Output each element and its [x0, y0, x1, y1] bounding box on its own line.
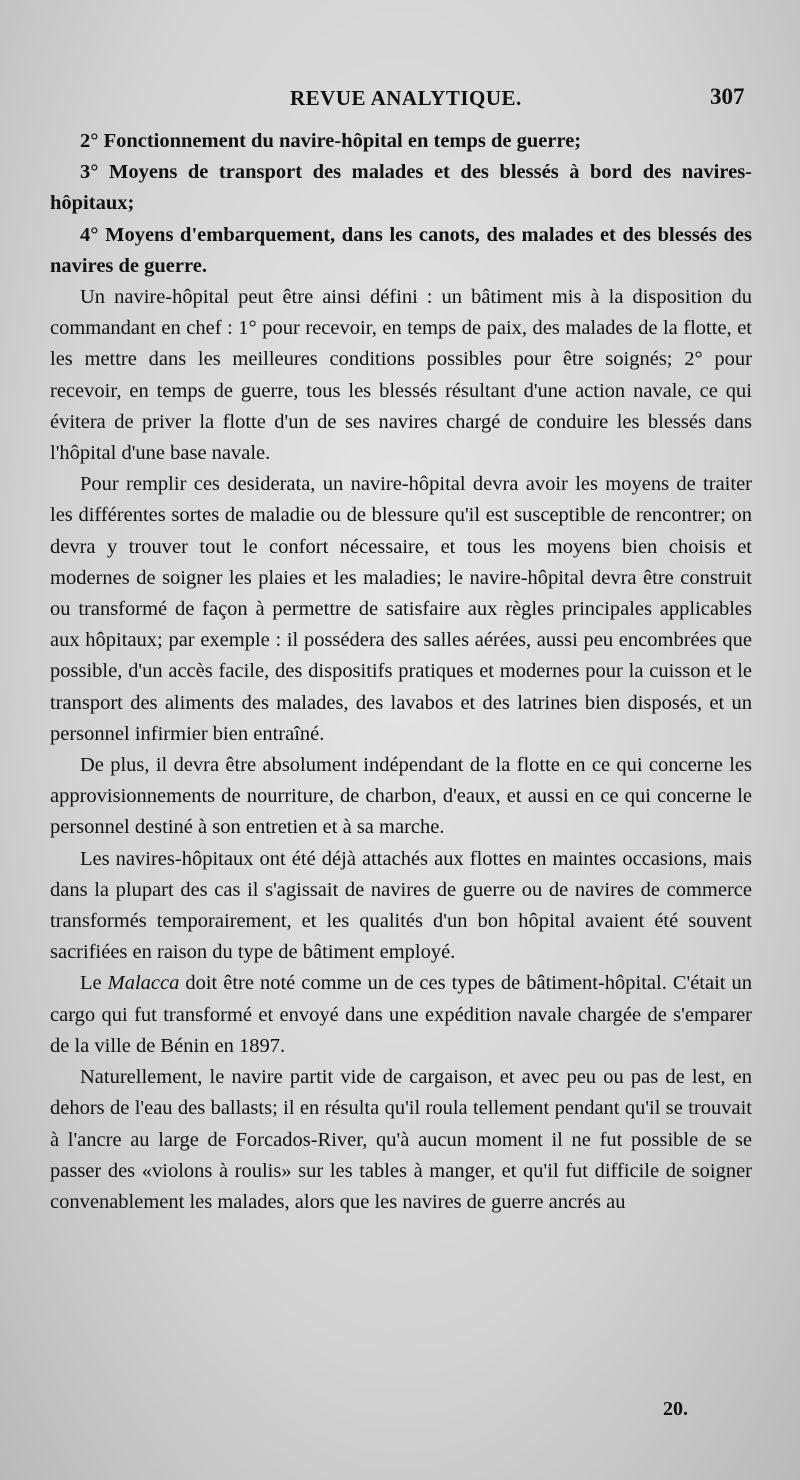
paragraph-definition: Un navire-hôpital peut être ainsi défini : un bâtiment mis à la disposition du commandant en chef : 1° pour recevoir, en temps de paix, des malades de la flotte, et les mettre dans les meilleures conditions possibles pour être soignés; 2° pour recevoir, en temps de guerre, tous les blessés résultant d'une action navale, ce qui évitera de priver la flotte d'un de ses navires chargé de conduire les blessés dans l'hôpital d'une base navale.: [50, 286, 752, 465]
paragraph-independence: De plus, il devra être absolument indépendant de la flotte en ce qui concerne les approvisionnements de nourriture, de charbon, d'eaux, et aussi en ce qui concerne le personnel destiné à son entretien et à sa marche.: [50, 754, 752, 839]
list-item-2: 2° Fonctionnement du navire-hôpital en temps de guerre;: [80, 130, 582, 152]
paragraph-malacca: [50, 968, 752, 1062]
malacca-post: doit être noté comme un de ces types de bâtiment-hôpital. C'était un cargo qui fut transformé et envoyé dans une expédition navale chargée de s'emparer de la ville de Bénin en 1897.: [50, 972, 752, 1057]
paragraph-desiderata: Pour remplir ces desiderata, un navire-hôpital devra avoir les moyens de traiter les différentes sortes de maladie ou de blessure qu'il est susceptible de rencontrer; on devra y trouver tout le confort nécessaire, et tous les moyens bien choisis et modernes de soigner les plaies et les maladies; le navire-hôpital devra être construit ou transformé de façon à permettre de satisfaire aux règles principales applicables aux hôpitaux; par exemple : il possédera des salles aérées, aussi peu encombrées que possible, d'un accès facile, des dispositifs pratiques et modernes pour la cuisson et le transport des aliments des malades, des lavabos et des latrines bien disposés, et un personnel infirmier bien entraîné.: [50, 473, 752, 745]
signature-mark: 20.: [663, 1398, 688, 1420]
running-head: REVUE ANALYTIQUE.: [290, 86, 522, 110]
malacca-pre: Le: [80, 972, 108, 995]
list-item-3: 3° Moyens de transport des malades et des blessés à bord des navires-hôpitaux;: [50, 161, 752, 215]
page-number: 307: [710, 84, 745, 109]
paragraph-rolling: Naturellement, le navire partit vide de cargaison, et avec peu ou pas de lest, en dehors de l'eau des ballasts; il en résulta qu'il roula tellement pendant qu'il se trouvait à l'ancre au large de Forcados-River, qu'à aucun moment il ne fut possible de se passer des «violons à roulis» sur les tables à manger, et qu'il fut difficile de soigner convenablement les malades, alors que les navires de guerre ancrés au: [50, 1066, 752, 1213]
paragraph-history: Les navires-hôpitaux ont été déjà attachés aux flottes en maintes occasions, mais dans la plupart des cas il s'agissait de navires de guerre ou de navires de commerce transformés temporairement, et les qualités d'un bon hôpital avaient été souvent sacrifiées en raison du type de bâtiment employé.: [50, 847, 752, 964]
page-header: [0, 84, 800, 118]
list-item-4: 4° Moyens d'embarquement, dans les canots, des malades et des blessés des navires de guerre.: [50, 223, 752, 277]
body-text: [50, 126, 752, 1218]
ship-name-malacca: Malacca: [107, 972, 180, 995]
